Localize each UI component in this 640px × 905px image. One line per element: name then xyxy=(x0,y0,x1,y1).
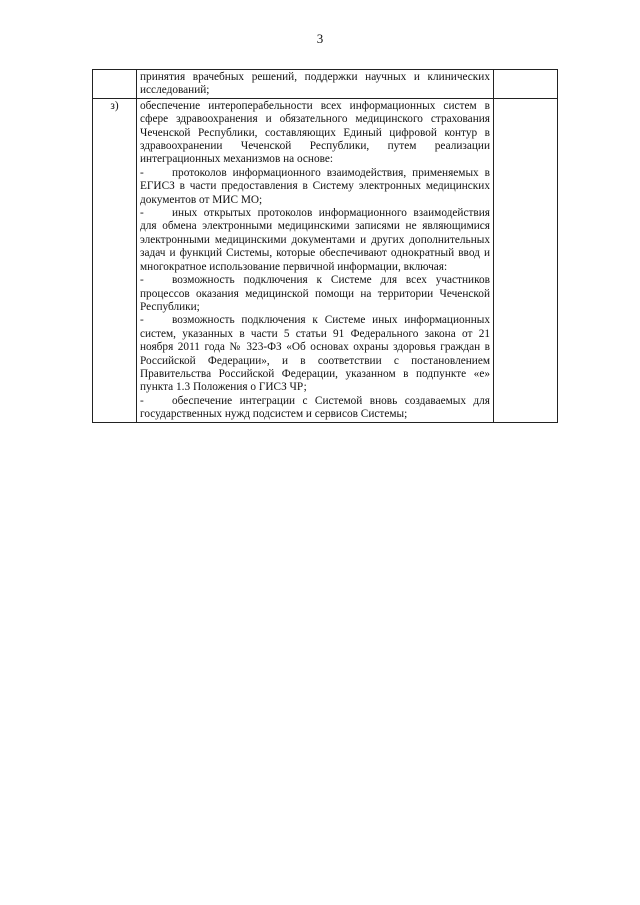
row-number-cell: з) xyxy=(93,98,137,422)
table-row xyxy=(93,98,558,422)
row-text-cell xyxy=(137,98,494,422)
dash-marker: - xyxy=(140,166,144,179)
list-item-text: обеспечение интеграции с Системой вновь создаваемых для государственных нужд подсистем и сервисов Системы; xyxy=(140,394,490,421)
list-item-text: возможность подключения к Системе для всех участников процессов оказания медицинской помощи на территории Чеченской Республики; xyxy=(140,274,490,313)
requirements-table xyxy=(92,69,558,423)
empty-cell xyxy=(494,98,558,422)
dash-marker: - xyxy=(140,274,144,287)
dash-marker: - xyxy=(140,207,144,220)
list-item xyxy=(140,314,490,394)
paragraph: принятия врачебных решений, поддержки научных и клинических исследований; xyxy=(140,71,490,97)
dash-marker: - xyxy=(140,394,144,407)
table-row xyxy=(93,70,558,99)
row-number-cell xyxy=(93,70,137,99)
empty-cell xyxy=(494,70,558,99)
page-number: 3 xyxy=(316,31,324,46)
dash-marker: - xyxy=(140,314,144,327)
list-item xyxy=(140,167,490,207)
paragraph: обеспечение интероперабельности всех информационных систем в сфере здравоохранения и обязательного медицинского страхования Чеченской Республики, составляющих Единый цифровой контур в здравоохранении Чеченской Республики, путем реализации интеграционных механизмов на основе: xyxy=(140,99,490,166)
list-item-text: иных открытых протоколов информационного взаимодействия для обмена электронными медицинскими записями не являющимися электронными медицинскими документами и других дополнительных задач и функций Системы, которые обеспечивают однократный ввод и многократное использование первичной информации, включая: xyxy=(140,207,490,273)
list-item-text: протоколов информационного взаимодействия, применяемых в ЕГИСЗ в части предоставления в Систему электронных медицинских документов от МИС МО; xyxy=(140,166,490,206)
list-item xyxy=(140,395,490,422)
list-item xyxy=(140,207,490,274)
list-item xyxy=(140,274,490,314)
list-item-text: возможность подключения к Системе иных информационных систем, указанных в части 5 статьи 91 Федерального закона от 21 ноября 2011 года № 323-ФЗ «Об основах охраны здоровья граждан в Российской Федерации», и в соответствии с постановлением Правительства Российской Федерации, указанном в подпункте «е» пункта 1.3 Положения о ГИСЗ ЧР; xyxy=(140,314,490,394)
row-text-cell xyxy=(137,70,494,99)
